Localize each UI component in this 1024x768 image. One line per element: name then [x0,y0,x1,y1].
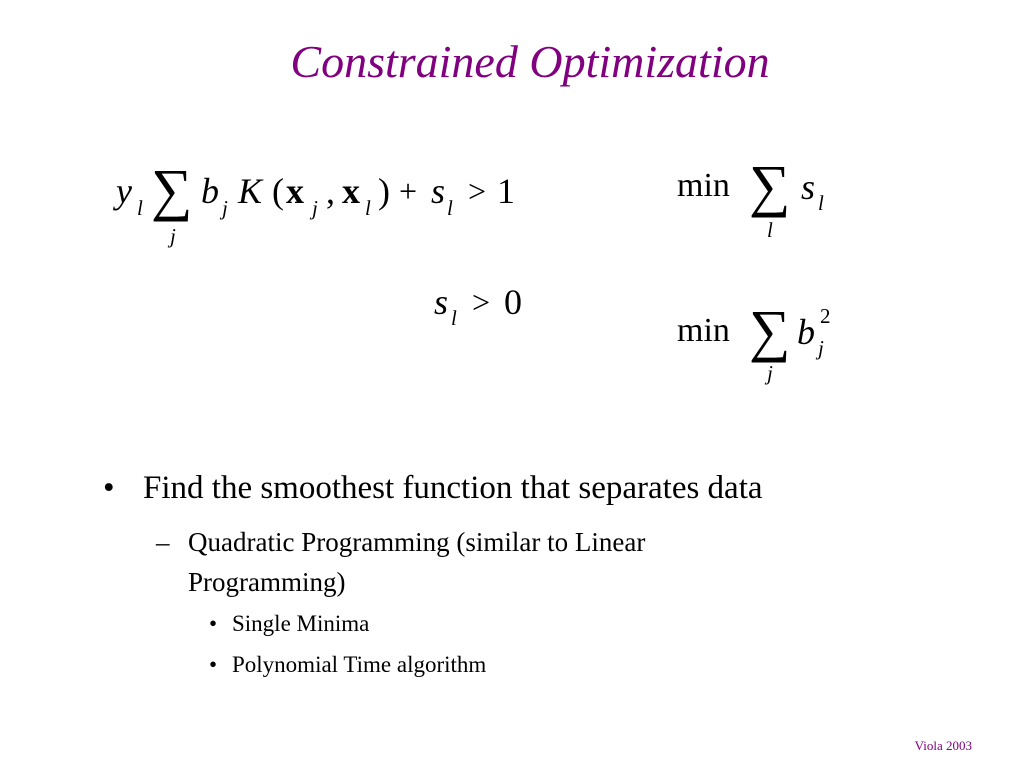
obj1-s: s [801,167,816,207]
bullet-text: Polynomial Time algorithm [232,652,487,677]
obj2-sum-symbol: ∑ [749,298,791,363]
obj2-b-sup: 2 [820,304,831,328]
eq2-rhs: 0 [504,282,522,322]
bullet-text: Quadratic Programming (similar to Linear Programming) [188,527,646,597]
bullet-marker: • [209,652,218,677]
obj2-sum-sub: j [767,361,773,385]
eq2-s-sub: l [451,306,457,330]
eq1-s-sub: l [447,196,453,220]
obj1-sum-sub: l [767,218,773,242]
bullet-marker: • [209,611,218,636]
bullet-text: Single Minima [232,611,370,636]
eq1-x2: x [342,171,360,211]
eq1-open-paren: ( [272,171,284,211]
eq1-x1: x [286,171,304,211]
eq1-comma: , [326,171,335,211]
eq1-x1-sub: j [312,196,318,220]
eq1-b-sub: j [222,196,228,220]
eq1-rhs: 1 [497,171,515,211]
eq1-b: b [201,171,219,211]
eq1-sum-sub: j [170,224,176,248]
obj2-b-sub: j [818,336,824,360]
obj2-min: min [677,312,730,349]
eq1-s: s [431,171,446,211]
eq1-close-paren: ) [378,171,390,211]
obj1-s-sub: l [818,191,824,215]
eq1-plus: + [399,173,418,209]
obj2-b: b [797,312,815,352]
slide-title: Constrained Optimization [290,36,770,87]
bullet-text: Find the smoothest function that separates data [143,470,763,506]
eq1-sum-symbol: ∑ [151,157,193,222]
dash-marker: – [156,527,170,557]
obj1-min: min [677,167,730,204]
eq1-K: K [238,171,263,211]
obj1-sum-symbol: ∑ [749,153,791,218]
eq1-y-sub: l [137,196,143,220]
eq1-x2-sub: l [365,196,371,220]
eq1-y: y [116,171,132,211]
eq2-gt: > [472,284,491,320]
eq2-s: s [434,282,449,322]
eq1-gt: > [468,173,487,209]
bullet-marker: • [103,470,115,506]
footer-credit: Viola 2003 [914,738,972,753]
